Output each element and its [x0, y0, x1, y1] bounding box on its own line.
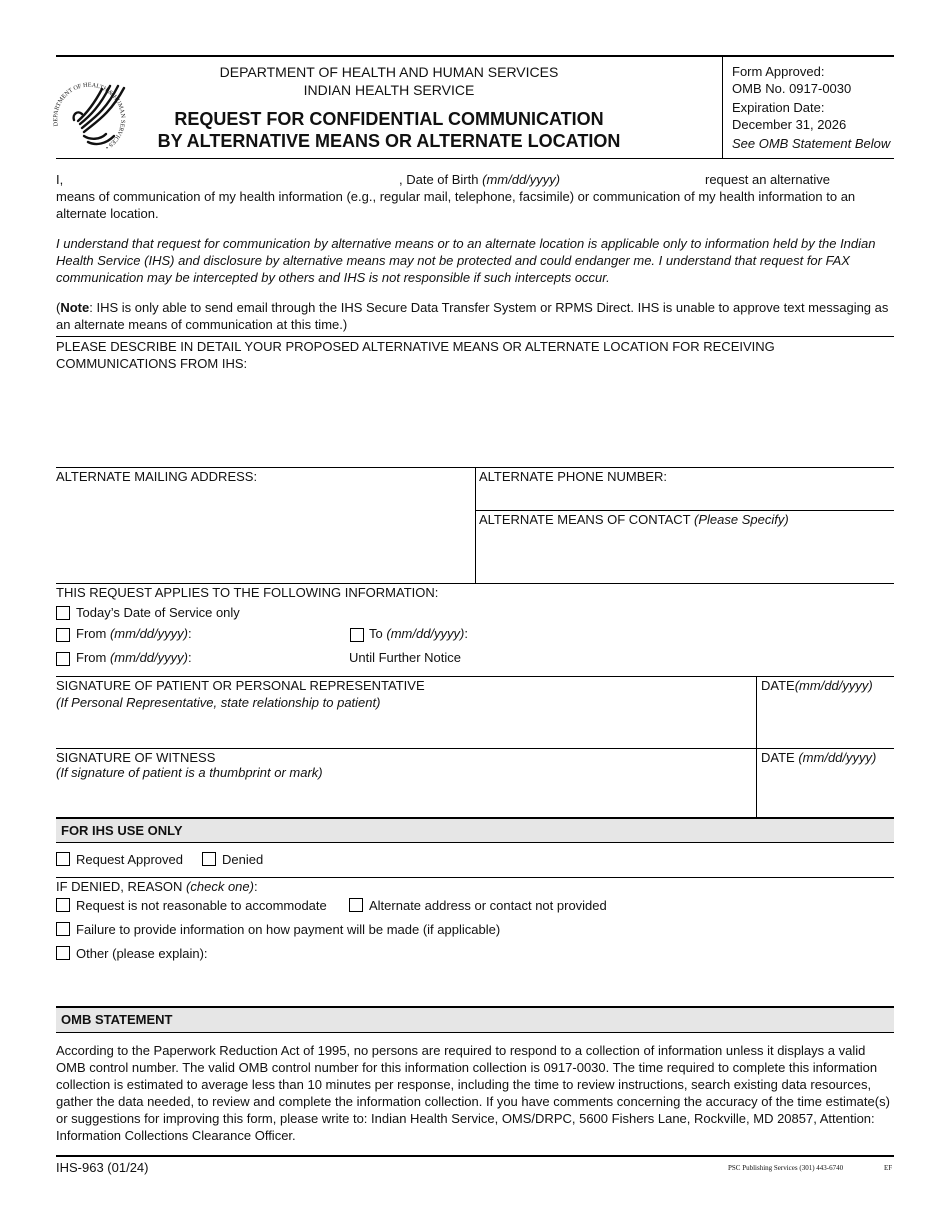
form-id: IHS-963 (01/24) [56, 1160, 149, 1175]
form-title-line2: BY ALTERNATIVE MEANS OR ALTERNATE LOCATION [157, 131, 621, 151]
witness-signature-label: SIGNATURE OF WITNESS [56, 750, 216, 765]
address-bottom-rule [56, 583, 894, 584]
omb-box-divider [722, 57, 723, 158]
from2-label: From (mm/dd/yyyy): [76, 650, 192, 665]
reason3-checkbox[interactable] [56, 922, 70, 936]
hhs-seal [44, 74, 136, 154]
ihs-use-band [56, 817, 894, 843]
dob-field[interactable] [566, 172, 701, 189]
intro-line2: means of communication of my health information (e.g., regular mail, telephone, facsimile) or communication of my health information to an [56, 189, 856, 204]
form-title-line1: REQUEST FOR CONFIDENTIAL COMMUNICATION [174, 109, 604, 129]
mailing-address-label: ALTERNATE MAILING ADDRESS: [56, 469, 258, 484]
signature-divider [756, 676, 757, 817]
describe-field[interactable] [56, 372, 894, 466]
means-label: ALTERNATE MEANS OF CONTACT (Please Specify) [479, 512, 789, 527]
witness-signature-hint: (If signature of patient is a thumbprint or mark) [56, 765, 323, 780]
patient-name-field[interactable] [70, 172, 396, 189]
until-further-notice: Until Further Notice [349, 650, 461, 665]
ef-mark: EF [884, 1164, 893, 1172]
intro-line3: alternate location. [56, 206, 159, 221]
address-divider [475, 467, 476, 584]
date1-label: DATE(mm/dd/yyyy) [761, 678, 873, 693]
patient-signature-field[interactable] [56, 712, 752, 746]
phone-field[interactable] [479, 487, 891, 509]
omb-statement-band [56, 1006, 894, 1033]
department-name: DEPARTMENT OF HEALTH AND HUMAN SERVICES [219, 64, 559, 80]
reason-label: IF DENIED, REASON (check one): [56, 879, 258, 894]
mailing-address-field[interactable] [56, 487, 472, 582]
form-approved-label: Form Approved: [732, 64, 825, 79]
omb-statement-heading: OMB STATEMENT [61, 1012, 173, 1027]
reason4-label: Other (please explain): [76, 946, 208, 961]
intro-i: I, [56, 172, 64, 187]
reason1-checkbox[interactable] [56, 898, 70, 912]
seal-text: DEPARTMENT OF HEALTH & HUMAN SERVICES • [52, 81, 127, 151]
date1-field[interactable] [761, 696, 891, 746]
from1-date-field[interactable] [196, 626, 344, 643]
expiration-label: Expiration Date: [732, 100, 825, 115]
approved-label: Request Approved [76, 852, 183, 867]
today-label: Today’s Date of Service only [76, 605, 240, 620]
signature-top-rule [56, 676, 894, 677]
to-checkbox[interactable] [350, 628, 364, 642]
understand-statement: I understand that request for communication by alternative means or to an alternate location is applicable only to information held by the Indian Health Service (IHS) and disclosure by alternative means may not be protected and could endanger me. I understand that request for FAX communication may be intercepted by others and IHS is not responsible if such intercepts occur. [56, 236, 876, 285]
note-paragraph: (Note: IHS is only able to send email through the IHS Secure Data Transfer System or RPMS Direct. IHS is unable to approve text messaging as an alternate means of communication at this time.) [56, 300, 889, 332]
see-omb-statement: See OMB Statement Below [732, 136, 891, 151]
today-checkbox[interactable] [56, 606, 70, 620]
applies-heading: THIS REQUEST APPLIES TO THE FOLLOWING INFORMATION: [56, 585, 439, 600]
expiration-date: December 31, 2026 [732, 117, 847, 132]
header-bottom-rule [56, 158, 894, 159]
agency-name: INDIAN HEALTH SERVICE [303, 82, 475, 98]
phone-label: ALTERNATE PHONE NUMBER: [479, 469, 668, 484]
approved-checkbox[interactable] [56, 852, 70, 866]
denied-checkbox[interactable] [202, 852, 216, 866]
omb-number: OMB No. 0917-0030 [732, 81, 852, 96]
omb-statement-text: According to the Paperwork Reduction Act of 1995, no persons are required to respond to a collection of information unless it displays a valid OMB control number. The valid OMB control number for this information collection is 0917-0030. The time required to complete this information collection is estimated to average less than 10 minutes per response, including the time to review instructions, search existing data resources, gather the data needed, to review and complete the information collection. If you have comments concerning the accuracy of the time estimate(s) or suggestions for improving this form, please write to: Indian Health Service, OMS/DRPC, 5600 Fishers Lane, Rockville, MD 20857, Attention: Information Collections Clearance Officer. [56, 1043, 890, 1143]
reason1-label: Request is not reasonable to accommodate [76, 898, 327, 913]
phone-bottom-rule [475, 510, 894, 511]
from2-date-field[interactable] [196, 650, 344, 667]
reason4-checkbox[interactable] [56, 946, 70, 960]
patient-signature-label: SIGNATURE OF PATIENT OR PERSONAL REPRESENTATIVE [56, 678, 425, 693]
denied-label: Denied [222, 852, 264, 867]
reason2-checkbox[interactable] [349, 898, 363, 912]
footer-rule [56, 1155, 894, 1157]
from2-checkbox[interactable] [56, 652, 70, 666]
from1-checkbox[interactable] [56, 628, 70, 642]
request-alternative-text: request an alternative [705, 172, 831, 187]
witness-signature-field[interactable] [56, 782, 752, 815]
means-field[interactable] [479, 530, 891, 582]
date2-label: DATE (mm/dd/yyyy) [761, 750, 877, 765]
reason3-label: Failure to provide information on how payment will be made (if applicable) [76, 922, 501, 937]
describe-label: PLEASE DESCRIBE IN DETAIL YOUR PROPOSED ALTERNATIVE MEANS OR ALTERNATE LOCATION FOR RECEIVING COMMUNICATIONS FROM IHS: [56, 339, 775, 371]
patient-signature-hint: (If Personal Representative, state relationship to patient) [56, 695, 381, 710]
witness-top-rule [56, 748, 894, 749]
reason2-label: Alternate address or contact not provided [369, 898, 607, 913]
dob-label: , Date of Birth (mm/dd/yyyy) [399, 172, 561, 187]
other-explain-field[interactable] [214, 946, 890, 998]
from1-label: From (mm/dd/yyyy): [76, 626, 192, 641]
top-rule [56, 55, 894, 57]
reason-top-rule [56, 877, 894, 878]
describe-top-rule [56, 336, 894, 337]
publisher-credit: PSC Publishing Services (301) 443-6740 [728, 1164, 844, 1172]
ihs-use-heading: FOR IHS USE ONLY [61, 823, 183, 838]
to-date-field[interactable] [472, 626, 672, 643]
date2-field[interactable] [761, 768, 891, 815]
to-label: To (mm/dd/yyyy): [369, 626, 468, 641]
